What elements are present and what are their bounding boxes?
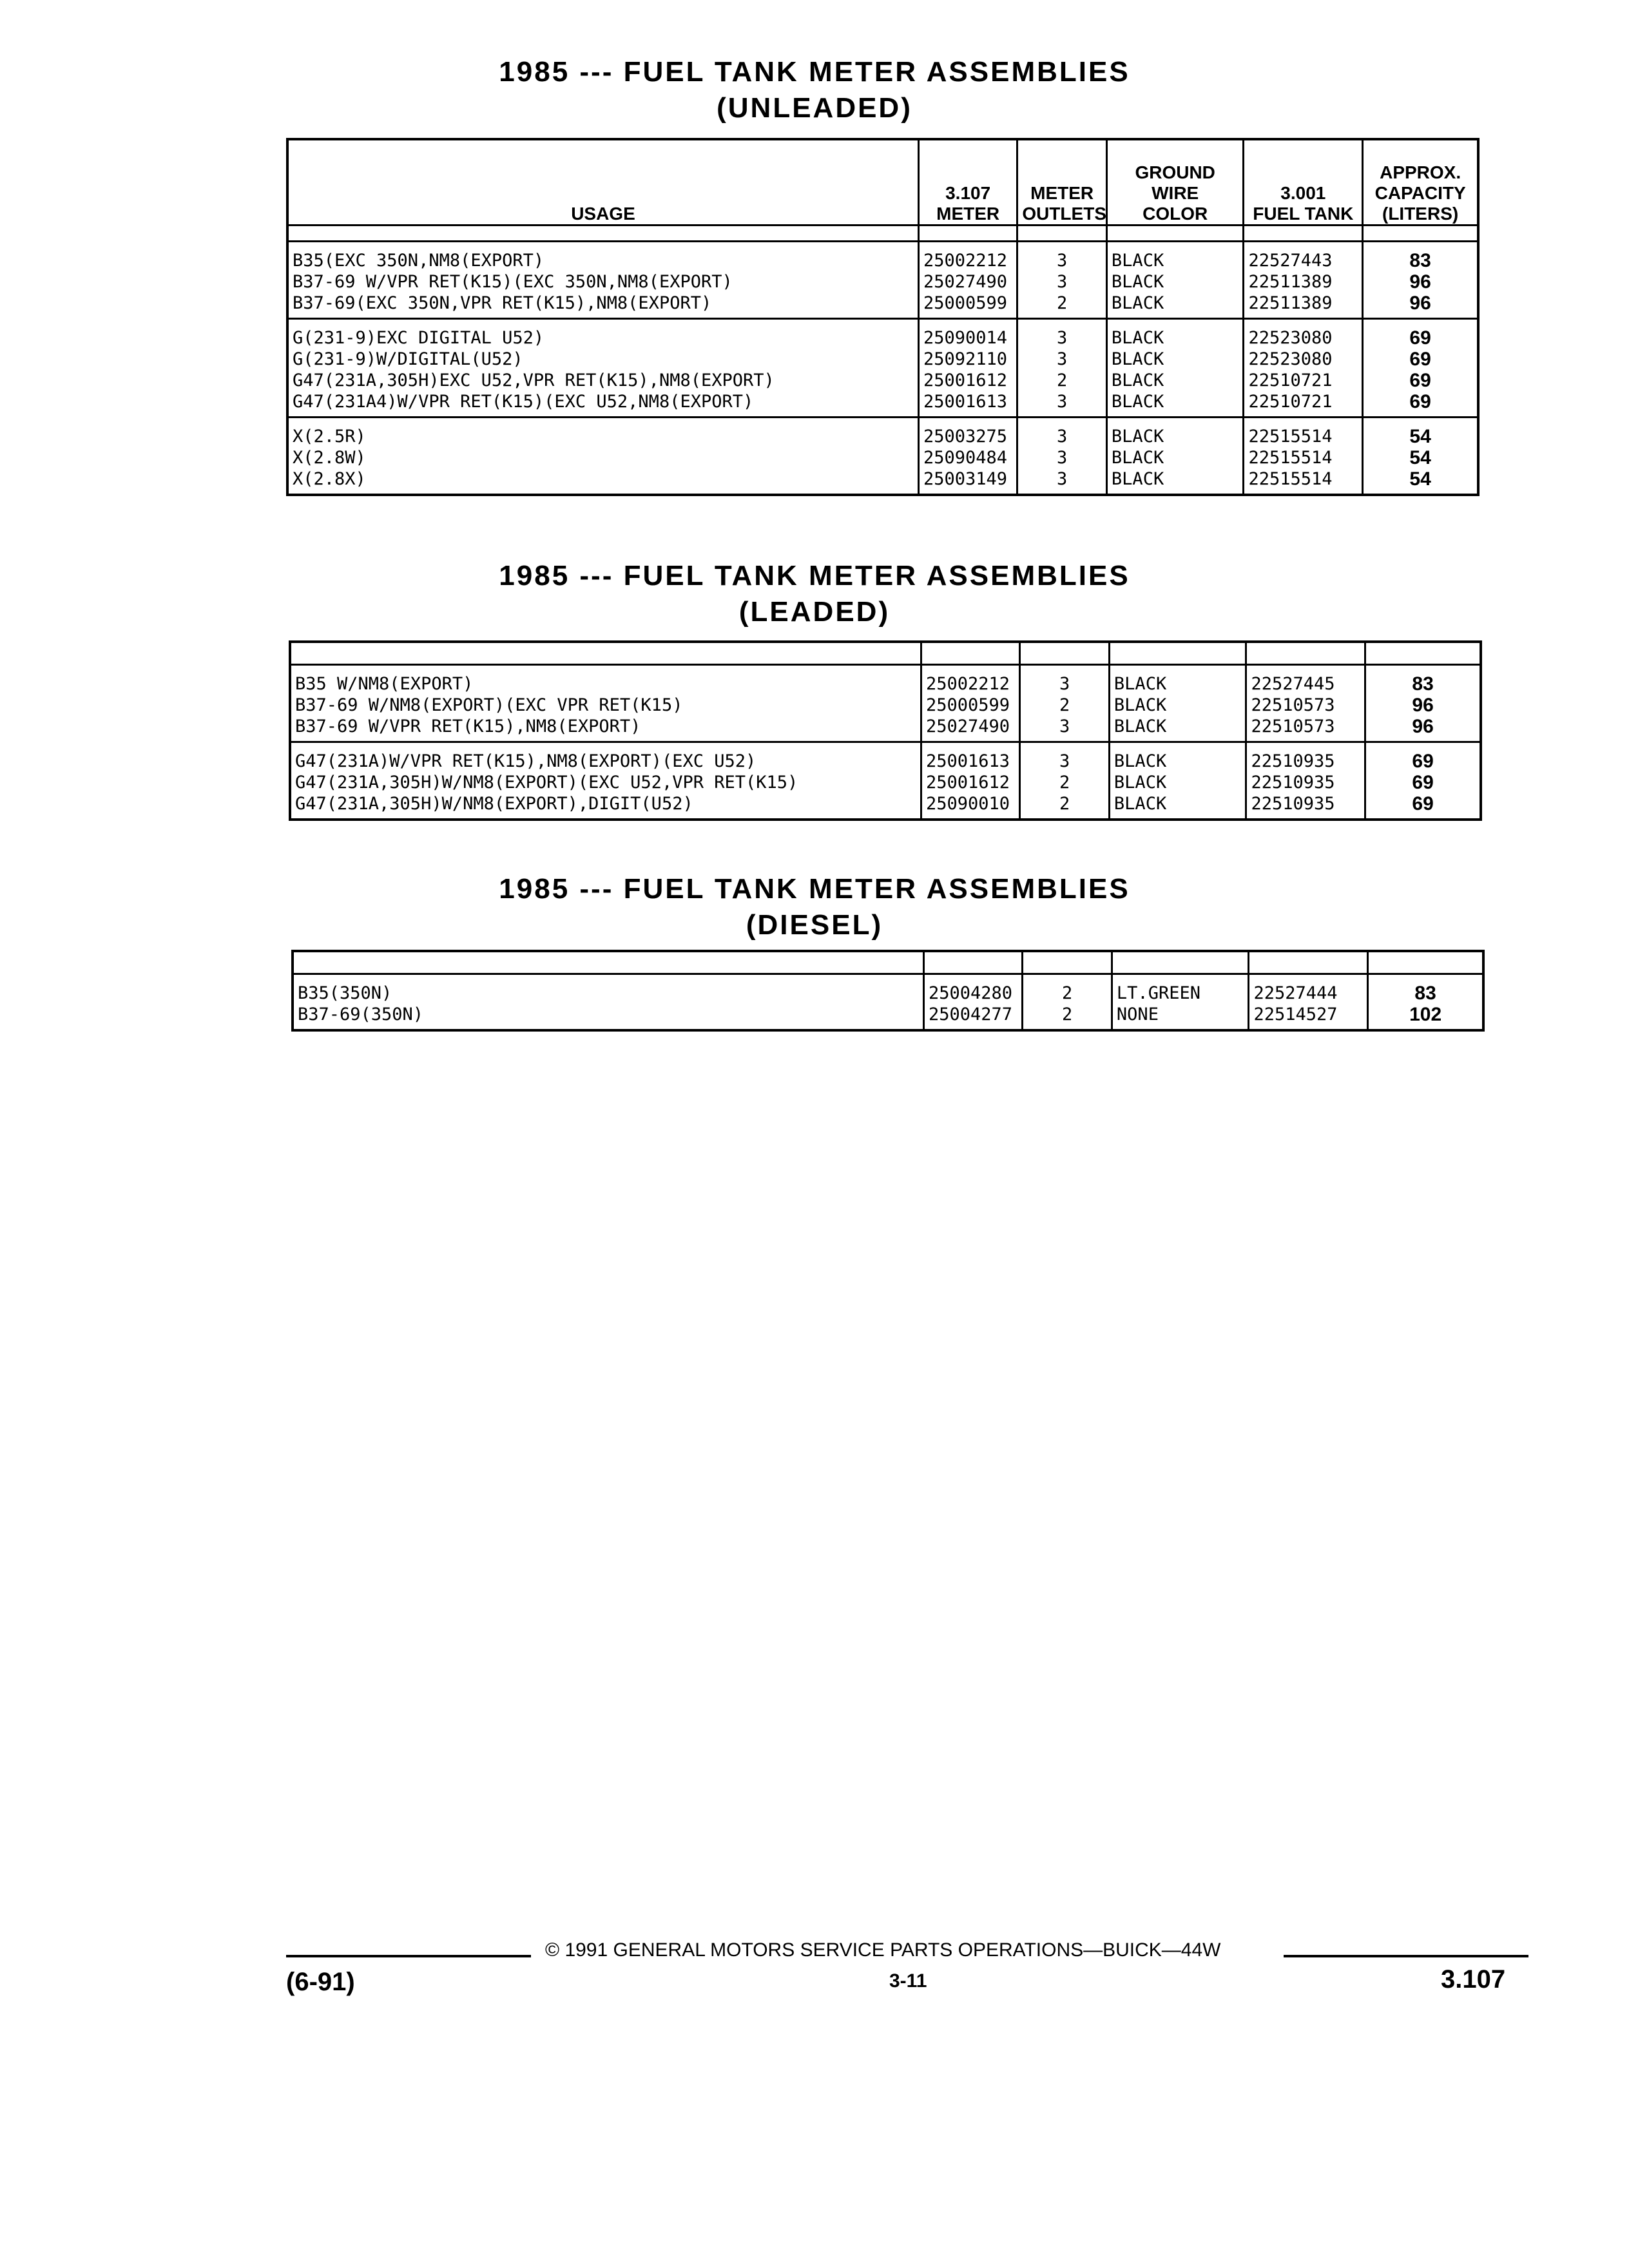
- ground-wire-color-cell: BLACK: [1109, 793, 1246, 820]
- usage-cell: B37-69 W/NM8(EXPORT)(EXC VPR RET(K15): [290, 695, 921, 716]
- usage-cell: G47(231A,305H)EXC U52,VPR RET(K15),NM8(EXPORT): [287, 370, 918, 391]
- table-row: [293, 974, 1483, 1004]
- meter-part-cell: 25027490: [918, 271, 1017, 293]
- fuel-tank-part-cell: 22510573: [1246, 716, 1365, 742]
- meter-outlets-cell: 2: [1017, 293, 1107, 319]
- capacity-cell: 83: [1363, 242, 1478, 272]
- table-row: [290, 695, 1481, 716]
- meter-outlets-cell: 3: [1020, 665, 1110, 695]
- meter-part-cell: 25002212: [918, 242, 1017, 272]
- column-header: [921, 642, 1019, 665]
- table-row: [287, 370, 1478, 391]
- footer-page-number: 3-11: [889, 1970, 927, 1992]
- fuel-tank-part-cell: 22515514: [1244, 447, 1363, 468]
- fuel-tank-part-cell: 22523080: [1244, 349, 1363, 370]
- capacity-cell: 96: [1365, 695, 1481, 716]
- meter-outlets-cell: 3: [1020, 716, 1110, 742]
- table-header-row: [290, 642, 1481, 665]
- section-title-leaded: [0, 558, 1629, 630]
- meter-outlets-cell: 2: [1020, 695, 1110, 716]
- ground-wire-color-cell: BLACK: [1106, 468, 1244, 495]
- table-row: [287, 271, 1478, 293]
- fuel-tank-part-cell: 22510935: [1246, 742, 1365, 773]
- row-group: [287, 319, 1478, 418]
- fuel-tank-part-cell: 22514527: [1249, 1004, 1368, 1030]
- meter-outlets-cell: 2: [1017, 370, 1107, 391]
- table-row: [287, 418, 1478, 448]
- meter-part-cell: 25001613: [918, 391, 1017, 418]
- column-header: [1109, 642, 1246, 665]
- meter-outlets-cell: 3: [1017, 349, 1107, 370]
- table-row: [287, 293, 1478, 319]
- spacer-cell: [1017, 226, 1107, 242]
- meter-outlets-cell: 2: [1020, 793, 1110, 820]
- ground-wire-color-cell: BLACK: [1109, 772, 1246, 793]
- column-header: [1365, 642, 1481, 665]
- usage-cell: B35(350N): [293, 974, 923, 1004]
- ground-wire-color-cell: BLACK: [1109, 695, 1246, 716]
- capacity-cell: 69: [1365, 742, 1481, 773]
- ground-wire-color-cell: BLACK: [1106, 242, 1244, 272]
- column-header: [923, 951, 1022, 974]
- column-header: METER OUTLETS: [1017, 139, 1107, 226]
- capacity-cell: 96: [1365, 716, 1481, 742]
- usage-cell: B37-69 W/VPR RET(K15),NM8(EXPORT): [290, 716, 921, 742]
- fuel-tank-part-cell: 22510721: [1244, 370, 1363, 391]
- usage-cell: G47(231A)W/VPR RET(K15),NM8(EXPORT)(EXC U52): [290, 742, 921, 773]
- capacity-cell: 54: [1363, 468, 1478, 495]
- meter-part-cell: 25027490: [921, 716, 1019, 742]
- footer-rule-right: [1284, 1955, 1528, 1957]
- table-row: [287, 349, 1478, 370]
- row-group: [290, 742, 1481, 820]
- ground-wire-color-cell: BLACK: [1106, 370, 1244, 391]
- usage-cell: G47(231A,305H)W/NM8(EXPORT),DIGIT(U52): [290, 793, 921, 820]
- usage-cell: X(2.8X): [287, 468, 918, 495]
- fuel-tank-part-cell: 22510935: [1246, 793, 1365, 820]
- usage-cell: G(231-9)EXC DIGITAL U52): [287, 319, 918, 349]
- spacer-cell: [287, 226, 918, 242]
- meter-outlets-cell: 3: [1017, 468, 1107, 495]
- meter-part-cell: 25001612: [921, 772, 1019, 793]
- ground-wire-color-cell: BLACK: [1109, 716, 1246, 742]
- meter-outlets-cell: 3: [1017, 391, 1107, 418]
- table-header-row: [293, 951, 1483, 974]
- ground-wire-color-cell: BLACK: [1109, 742, 1246, 773]
- usage-cell: X(2.5R): [287, 418, 918, 448]
- ground-wire-color-cell: BLACK: [1106, 349, 1244, 370]
- section-title-unleaded: [0, 54, 1629, 126]
- meter-outlets-cell: 2: [1020, 772, 1110, 793]
- meter-part-cell: 25002212: [921, 665, 1019, 695]
- meter-part-cell: 25090014: [918, 319, 1017, 349]
- capacity-cell: 69: [1363, 349, 1478, 370]
- meter-outlets-cell: 2: [1023, 1004, 1112, 1030]
- spacer-cell: [1363, 226, 1478, 242]
- footer-copyright: © 1991 GENERAL MOTORS SERVICE PARTS OPERATIONS—BUICK—44W: [545, 1939, 1221, 1961]
- row-group: [287, 418, 1478, 495]
- meter-outlets-cell: 3: [1017, 418, 1107, 448]
- table-row: [290, 772, 1481, 793]
- meter-part-cell: 25000599: [918, 293, 1017, 319]
- column-header: [1249, 951, 1368, 974]
- column-header: USAGE: [287, 139, 918, 226]
- table-row: [287, 242, 1478, 272]
- fuel-tank-part-cell: 22527443: [1244, 242, 1363, 272]
- usage-cell: B35(EXC 350N,NM8(EXPORT): [287, 242, 918, 272]
- spacer-cell: [1244, 226, 1363, 242]
- section-title-diesel: [0, 871, 1629, 943]
- usage-cell: G47(231A,305H)W/NM8(EXPORT)(EXC U52,VPR RET(K15): [290, 772, 921, 793]
- capacity-cell: 83: [1365, 665, 1481, 695]
- column-header: [1368, 951, 1483, 974]
- usage-cell: G(231-9)W/DIGITAL(U52): [287, 349, 918, 370]
- fuel-tank-part-cell: 22511389: [1244, 293, 1363, 319]
- meter-part-cell: 25001612: [918, 370, 1017, 391]
- table-row: [287, 391, 1478, 418]
- ground-wire-color-cell: BLACK: [1106, 418, 1244, 448]
- capacity-cell: 69: [1363, 370, 1478, 391]
- column-header: APPROX. CAPACITY (LITERS): [1363, 139, 1478, 226]
- meter-part-cell: 25090010: [921, 793, 1019, 820]
- diesel-table: [291, 950, 1485, 1032]
- meter-part-cell: 25001613: [921, 742, 1019, 773]
- meter-outlets-cell: 2: [1023, 974, 1112, 1004]
- column-header: [290, 642, 921, 665]
- table-row: [290, 793, 1481, 820]
- unleaded-table: [286, 138, 1480, 496]
- fuel-tank-part-cell: 22511389: [1244, 271, 1363, 293]
- capacity-cell: 69: [1365, 793, 1481, 820]
- fuel-tank-part-cell: 22510721: [1244, 391, 1363, 418]
- capacity-cell: 96: [1363, 293, 1478, 319]
- row-group: [293, 974, 1483, 1031]
- section-heading: 1985 --- FUEL TANK METER ASSEMBLIES: [499, 560, 1130, 591]
- table-row: [290, 665, 1481, 695]
- column-header: 3.107 METER: [918, 139, 1017, 226]
- usage-cell: B37-69(350N): [293, 1004, 923, 1030]
- leaded-table: [289, 640, 1482, 821]
- ground-wire-color-cell: NONE: [1112, 1004, 1249, 1030]
- section-heading: 1985 --- FUEL TANK METER ASSEMBLIES: [499, 873, 1130, 905]
- fuel-tank-part-cell: 22527444: [1249, 974, 1368, 1004]
- capacity-cell: 69: [1365, 772, 1481, 793]
- capacity-cell: 69: [1363, 391, 1478, 418]
- column-header: GROUND WIRE COLOR: [1106, 139, 1244, 226]
- usage-cell: B37-69 W/VPR RET(K15)(EXC 350N,NM8(EXPORT): [287, 271, 918, 293]
- row-group: [290, 665, 1481, 742]
- spacer-cell: [918, 226, 1017, 242]
- column-header: [1023, 951, 1112, 974]
- section-subheading: (UNLEADED): [717, 92, 912, 124]
- footer-section-number: 3.107: [1441, 1965, 1506, 1994]
- table-header-row: [287, 139, 1478, 226]
- section-heading: 1985 --- FUEL TANK METER ASSEMBLIES: [499, 56, 1130, 88]
- fuel-tank-part-cell: 22515514: [1244, 418, 1363, 448]
- meter-part-cell: 25004277: [923, 1004, 1022, 1030]
- ground-wire-color-cell: BLACK: [1106, 319, 1244, 349]
- meter-outlets-cell: 3: [1017, 319, 1107, 349]
- fuel-tank-part-cell: 22523080: [1244, 319, 1363, 349]
- capacity-cell: 54: [1363, 447, 1478, 468]
- meter-part-cell: 25004280: [923, 974, 1022, 1004]
- meter-outlets-cell: 3: [1020, 742, 1110, 773]
- fuel-tank-part-cell: 22527445: [1246, 665, 1365, 695]
- footer-rule-left: [286, 1955, 531, 1957]
- meter-part-cell: 25003275: [918, 418, 1017, 448]
- column-header: [1246, 642, 1365, 665]
- ground-wire-color-cell: BLACK: [1106, 447, 1244, 468]
- ground-wire-color-cell: BLACK: [1106, 391, 1244, 418]
- meter-part-cell: 25092110: [918, 349, 1017, 370]
- fuel-tank-part-cell: 22510573: [1246, 695, 1365, 716]
- table-row: [293, 1004, 1483, 1030]
- spacer-cell: [1106, 226, 1244, 242]
- meter-outlets-cell: 3: [1017, 447, 1107, 468]
- fuel-tank-part-cell: 22515514: [1244, 468, 1363, 495]
- ground-wire-color-cell: LT.GREEN: [1112, 974, 1249, 1004]
- table-row: [287, 319, 1478, 349]
- usage-cell: X(2.8W): [287, 447, 918, 468]
- usage-cell: B35 W/NM8(EXPORT): [290, 665, 921, 695]
- section-subheading: (LEADED): [738, 596, 891, 628]
- ground-wire-color-cell: BLACK: [1106, 271, 1244, 293]
- meter-part-cell: 25090484: [918, 447, 1017, 468]
- capacity-cell: 96: [1363, 271, 1478, 293]
- row-group: [287, 242, 1478, 319]
- capacity-cell: 83: [1368, 974, 1483, 1004]
- capacity-cell: 102: [1368, 1004, 1483, 1030]
- column-header: [293, 951, 923, 974]
- footer-date: (6-91): [286, 1968, 355, 1996]
- table-row: [287, 447, 1478, 468]
- column-header: 3.001 FUEL TANK: [1244, 139, 1363, 226]
- meter-outlets-cell: 3: [1017, 242, 1107, 272]
- capacity-cell: 54: [1363, 418, 1478, 448]
- meter-outlets-cell: 3: [1017, 271, 1107, 293]
- usage-cell: G47(231A4)W/VPR RET(K15)(EXC U52,NM8(EXPORT): [287, 391, 918, 418]
- capacity-cell: 69: [1363, 319, 1478, 349]
- ground-wire-color-cell: BLACK: [1106, 293, 1244, 319]
- usage-cell: B37-69(EXC 350N,VPR RET(K15),NM8(EXPORT): [287, 293, 918, 319]
- table-row: [290, 716, 1481, 742]
- table-row: [290, 742, 1481, 773]
- section-subheading: (DIESEL): [746, 909, 883, 941]
- column-header: [1020, 642, 1110, 665]
- header-spacer-row: [287, 226, 1478, 242]
- fuel-tank-part-cell: 22510935: [1246, 772, 1365, 793]
- table-row: [287, 468, 1478, 495]
- meter-part-cell: 25000599: [921, 695, 1019, 716]
- column-header: [1112, 951, 1249, 974]
- ground-wire-color-cell: BLACK: [1109, 665, 1246, 695]
- meter-part-cell: 25003149: [918, 468, 1017, 495]
